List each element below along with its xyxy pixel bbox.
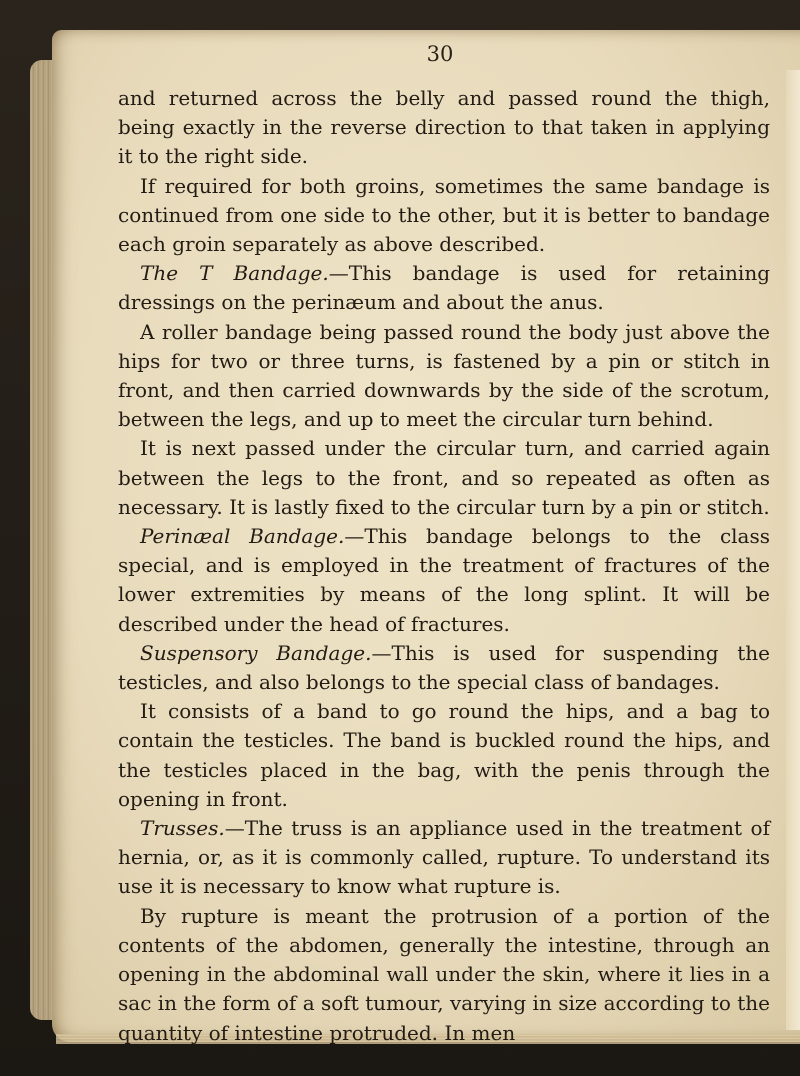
page-number: 30: [426, 42, 454, 66]
paragraph: [118, 814, 770, 902]
paragraph-text: —This is used for suspending the testicles, and also belongs to the special class of bandages.: [118, 640, 770, 695]
section-heading: The T Bandage.: [140, 261, 329, 286]
paragraph-text: It consists of a band to go round the hips, and a bag to contain the testicles. The band is buckled round the hips, and the testicles placed in the bag, with the penis through the opening in front.: [118, 699, 770, 811]
paragraph: [118, 522, 770, 639]
paragraph: [118, 902, 770, 1048]
paragraph: [118, 434, 770, 522]
paragraph: [118, 318, 770, 435]
section-heading: Perinæal Bandage.: [140, 524, 345, 549]
paragraph: [118, 172, 770, 260]
paragraph: [118, 639, 770, 697]
paragraph: [118, 697, 770, 814]
paragraph-text: and returned across the belly and passed round the thigh, being exactly in the reverse direction to that taken in applying it to the right side.: [118, 86, 770, 169]
paragraph: [118, 84, 770, 172]
section-heading: Suspensory Bandage.: [140, 640, 372, 665]
paragraph: [118, 259, 770, 317]
paragraph-text: —This bandage is used for retaining dressings on the perinæum and about the anus.: [118, 261, 770, 315]
paragraph-text: By rupture is meant the protrusion of a portion of the contents of the abdomen, generally the intestine, through an opening in the abdominal wall under the skin, where it lies in a sac in the form of a soft tumour, varying in size according to the quantity of intestine protruded. In men: [118, 903, 770, 1045]
paragraph-text: It is next passed under the circular turn, and carried again between the legs to the front, and so repeated as often as necessary. It is lastly fixed to the circular turn by a pin or stitch.: [118, 436, 770, 519]
paragraph-text: If required for both groins, sometimes the same bandage is continued from one side to the other, but it is better to bandage each groin separately as above described.: [118, 173, 770, 257]
right-page-margin: [786, 70, 800, 1030]
body-text: [118, 84, 770, 1048]
paragraph-text: —This bandage belongs to the class special, and is employed in the treatment of fractures of the lower extremities by means of the long splint. It will be described under the head of fractures.: [118, 524, 771, 636]
paragraph-text: —The truss is an appliance used in the treatment of hernia, or, as it is commonly called, rupture. To understand its use it is necessary to know what rupture is.: [118, 816, 770, 899]
section-heading: Trusses.: [140, 816, 225, 841]
paragraph-text: A roller bandage being passed round the body just above the hips for two or three turns, is fastened by a pin or stitch in front, and then carried downwards by the side of the scrotum, between the legs, and up to meet the circular turn behind.: [118, 319, 770, 432]
